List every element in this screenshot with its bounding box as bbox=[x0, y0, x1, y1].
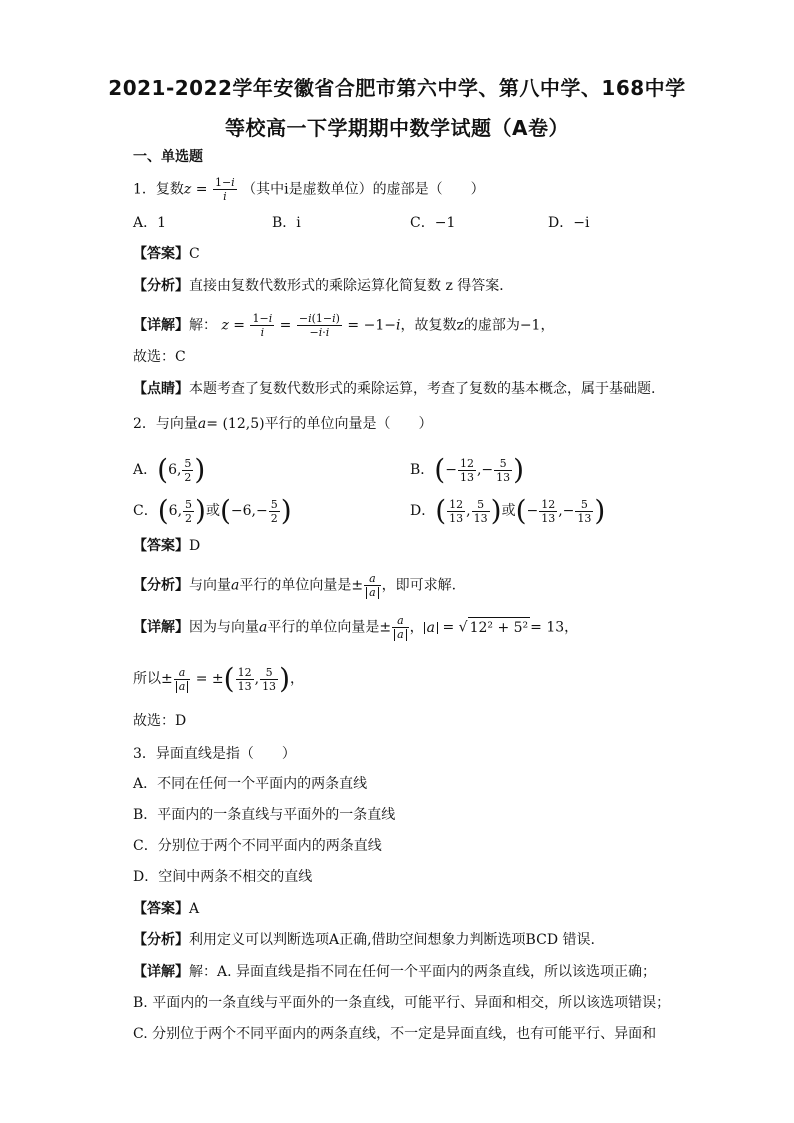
q2-stem-pre: 2．与向量 bbox=[133, 416, 198, 432]
q2-detail: 【详解】因为与向量a平行的单位向量是± $\frac{a}{a}$ ， a = √ 12² + 5² = 13， bbox=[133, 614, 579, 641]
q1-stem: 1．复数z = $\frac{1-i}{i}$ （其中i是虚数单位）的虚部是（ ） bbox=[133, 176, 485, 203]
comment-tag: 【点睛】 bbox=[133, 381, 189, 397]
q3-detail-text: 解：A. 异面直线是指不同在任何一个平面内的两条直线，所以该选项正确； bbox=[189, 964, 657, 980]
q2-analysis: 【分析】与向量a平行的单位向量是± $\frac{a}{a}$ ，即可求解. bbox=[133, 572, 457, 599]
q3-detail-c: C. 分别位于两个不同平面内的两条直线，不一定是异面直线，也有可能平行、异面和 bbox=[133, 1026, 657, 1042]
q2-or-d: 或 bbox=[501, 503, 516, 519]
q2-stem-post: 平行的单位向量是（ ） bbox=[264, 416, 433, 432]
q2-stem-mid: = (12,5) bbox=[206, 416, 265, 432]
q1-option-a: A．1 bbox=[133, 215, 167, 231]
q1-comment-text: 本题考查了复数代数形式的乘除运算，考查了复数的基本概念，属于基础题. bbox=[189, 381, 656, 397]
detail-tag: 【详解】 bbox=[133, 619, 189, 636]
q2-analysis-pre: 与向量 bbox=[189, 577, 231, 594]
q1-analysis-text: 直接由复数代数形式的乘除运算化简复数 z 得答案． bbox=[189, 278, 514, 294]
q1-answer-value: C bbox=[189, 246, 200, 262]
q1-answer bbox=[133, 244, 200, 264]
q2-option-c: C．(6, $\frac{5}{2}$ )或(−6,− $\frac{5}{2}$ ) bbox=[133, 494, 292, 527]
q3-option-d: D．空间中两条不相交的直线 bbox=[133, 869, 313, 885]
q2-option-a: A．(6, $\frac{5}{2}$ ) bbox=[133, 453, 206, 486]
q1-option-b: B．i bbox=[272, 215, 301, 231]
q3-detail bbox=[133, 962, 656, 982]
q3-option-c: C．分别位于两个不同平面内的两条直线 bbox=[133, 838, 382, 854]
q2-analysis-mid: 平行的单位向量是± bbox=[239, 577, 364, 594]
q1-comment bbox=[133, 379, 655, 399]
q1-stem-pre: 1．复数 bbox=[133, 181, 184, 198]
q1-choose: 故选：C bbox=[133, 349, 186, 365]
detail-tag: 【详解】 bbox=[133, 317, 189, 334]
page-title-line-1: 2021-2022学年安徽省合肥市第六中学、第八中学、168中学 bbox=[108, 76, 686, 100]
q3-answer bbox=[133, 899, 199, 919]
q3-analysis-text: 利用定义可以判断选项A正确,借助空间想象力判断选项BCD 错误. bbox=[189, 932, 595, 948]
q3-analysis bbox=[133, 930, 595, 950]
q2-detail-post: = 13， bbox=[530, 619, 579, 636]
page-title-line-2: 等校高一下学期期中数学试题（A卷） bbox=[225, 116, 569, 140]
q3-stem: 3．异面直线是指（ ） bbox=[133, 746, 296, 762]
q1-detail-pre: 解： bbox=[189, 317, 217, 334]
q3-answer-value: A bbox=[189, 901, 200, 917]
q1-stem-post: （其中i是虚数单位）的虚部是（ ） bbox=[242, 181, 485, 198]
q2-option-b: B．(− $\frac{12}{13}$ ,− $\frac{5}{13}$ ) bbox=[410, 453, 525, 486]
q2-stem: 2．与向量a= (12,5)平行的单位向量是（ ） bbox=[133, 416, 433, 432]
q2-so-pre: 所以± bbox=[133, 671, 173, 687]
answer-tag: 【答案】 bbox=[133, 246, 189, 262]
q1-fraction: $\frac{1-i}{i}$ bbox=[214, 176, 235, 203]
answer-tag: 【答案】 bbox=[133, 538, 189, 554]
q1-option-c: C．−1 bbox=[410, 215, 456, 231]
q2-option-a-label: A． bbox=[133, 462, 158, 478]
q3-option-a: A．不同在任何一个平面内的两条直线 bbox=[133, 776, 368, 792]
analysis-tag: 【分析】 bbox=[133, 278, 189, 294]
analysis-tag: 【分析】 bbox=[133, 932, 189, 948]
q2-so: 所以± $\frac{a}{a}$ = ±( $\frac{12}{13}$ , $\frac{5}{13}$ )， bbox=[133, 662, 304, 695]
q1-option-d: D．−i bbox=[548, 215, 590, 231]
section-heading: 一、单选题 bbox=[133, 149, 203, 165]
q3-option-b: B．平面内的一条直线与平面外的一条直线 bbox=[133, 807, 396, 823]
q2-option-d: D．( $\frac{12}{13}$ , $\frac{5}{13}$ )或(− $\frac{12}{13}$ ,− $\frac{5}{13}$ ) bbox=[410, 494, 606, 527]
q2-detail-pre: 因为与向量 bbox=[189, 619, 259, 636]
q2-detail-mid: 平行的单位向量是± bbox=[267, 619, 392, 636]
q2-analysis-post: ，即可求解. bbox=[381, 577, 457, 594]
q1-detail-post: ，故复数z的虚部为−1， bbox=[400, 317, 555, 334]
answer-tag: 【答案】 bbox=[133, 901, 189, 917]
q2-or: 或 bbox=[205, 503, 220, 519]
q1-detail: 【详解】解： z = $\frac{1-i}{i}$ = $\frac{-i(1-i)}{-i\cdot i}$ = −1−i，故复数z的虚部为−1， bbox=[133, 312, 555, 339]
q2-answer-value: D bbox=[189, 538, 201, 554]
q1-analysis bbox=[133, 276, 513, 296]
q2-answer bbox=[133, 536, 200, 556]
analysis-tag: 【分析】 bbox=[133, 577, 189, 594]
q2-option-b-label: B． bbox=[410, 462, 435, 478]
q2-choose: 故选：D bbox=[133, 713, 187, 729]
q3-detail-b: B. 平面内的一条直线与平面外的一条直线，可能平行、异面和相交，所以该选项错误； bbox=[133, 995, 671, 1011]
q2-option-d-label: D． bbox=[410, 503, 436, 519]
q2-option-c-label: C． bbox=[133, 503, 158, 519]
detail-tag: 【详解】 bbox=[133, 964, 189, 980]
